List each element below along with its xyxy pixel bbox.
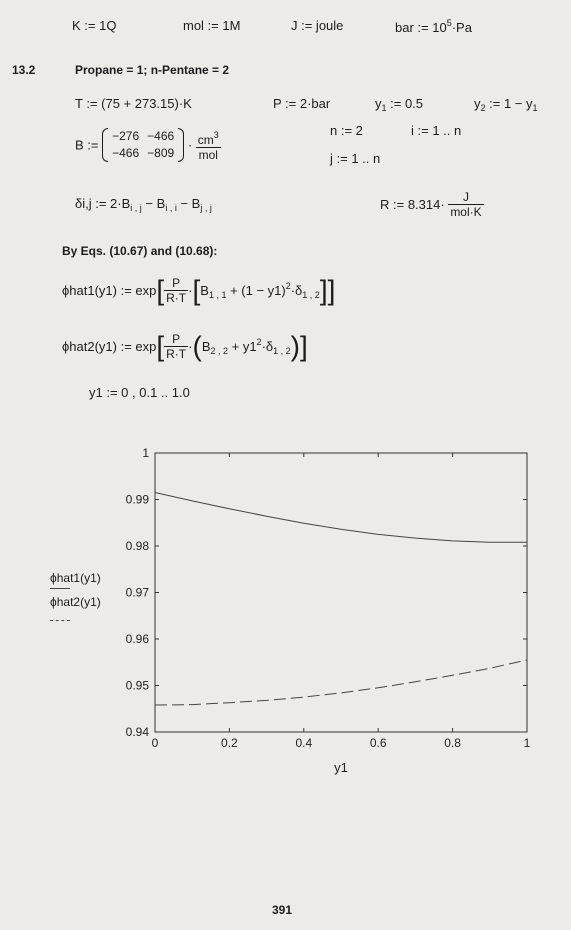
def-R: R := 8.314· $\frac{J}{\text{mol·K}}$ [380,190,482,219]
eq-phihat2: ϕhat2(y1) := exp[ $\frac{P}{R\cdot T}$ $\cdot(B_{2 , 2} + y1^2\cdot\delta_{1 , 2})$] [62,330,308,362]
x-tick-label: 0.8 [444,736,461,750]
unit-mol: mol := 1M [183,18,241,33]
problem-title: Propane = 1; n-Pentane = 2 [75,63,230,77]
y-tick-label: 0.99 [125,492,149,507]
eqs-heading: By Eqs. (10.67) and (10.68): [62,244,218,258]
B-11: −276 [112,129,140,143]
unit-J: J := joule [291,18,344,33]
def-y1: $y_1$ := 0.5 [375,96,424,113]
def-P: P := 2·bar [273,96,331,111]
x-axis-label: y1 [334,760,348,775]
x-tick-label: 0.2 [221,736,238,750]
B-22: −809 [147,146,175,160]
y-tick-label: 0.98 [125,539,149,553]
def-j: j := 1 .. n [330,151,381,166]
x-tick-label: 1 [523,736,531,750]
def-B: B := −276 −466 −466 −809 · $\frac{cm^3}{\text{mol}}$ [75,129,219,162]
B-21: −466 [112,146,140,160]
def-delta: δi,j := $2\cdot B_{i , j} - B_{i , i} - B_{j , j}$ [75,196,212,213]
def-n: n := 2 [330,123,363,138]
legend-phihat2: ϕhat2(y1) [50,595,101,609]
series-line-2 [155,660,527,705]
series-line-1 [155,493,527,543]
B-unit: $\frac{cm^3}{\text{mol}}$ [197,130,219,162]
def-y2: $y_2$ := $1 - y_1$ [474,96,538,113]
legend-phihat2-line [50,620,70,621]
x-tick-label: 0 [151,736,159,750]
def-i: i := 1 .. n [411,123,462,138]
y-tick-label: 1 [142,446,149,460]
unit-K: K := 1Q [72,18,117,33]
y-tick-label: 0.97 [125,585,149,600]
eq-phihat1: ϕhat1(y1) := exp[ $\frac{P}{R\cdot T}$ $\cdot[B_{1 , 1} + (1 - y1)^2\cdot\delta_{1 , 2}]$] [62,274,336,306]
x-tick-label: 0.4 [295,736,313,750]
y-tick-label: 0.94 [125,725,149,739]
legend-phihat1-line [50,588,70,589]
problem-number: 13.2 [12,63,36,77]
x-tick-label: 0.6 [369,736,387,750]
page-number: 391 [272,903,293,917]
B-matrix [102,128,184,162]
range-y1: y1 := 0 , 0.1 .. 1.0 [89,385,190,400]
def-T: T := (75 + 273.15)·K [75,96,192,111]
unit-bar: bar := $10^5\cdot Pa$ [395,18,472,35]
legend-phihat1: ϕhat1(y1) [50,571,101,585]
fugacity-chart [0,430,571,790]
B-12: −466 [147,129,175,143]
y-tick-label: 0.95 [125,678,149,693]
y-tick-label: 0.96 [125,632,149,646]
plot-frame [155,453,527,732]
